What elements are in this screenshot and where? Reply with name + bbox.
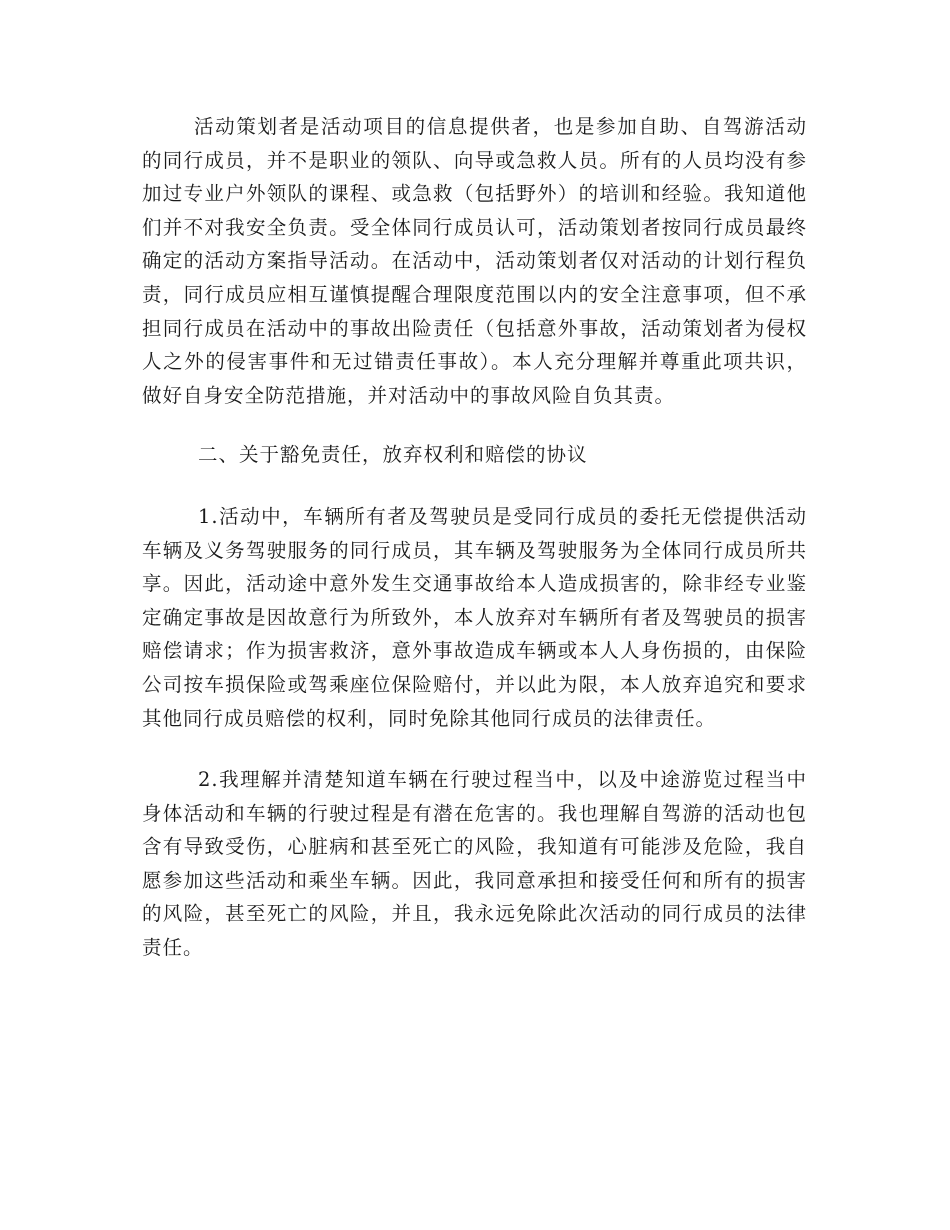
clause-1: 1.活动中，车辆所有者及驾驶员是受同行成员的委托无偿提供活动车辆及义务驾驶服务的同行成员，其车辆及驾驶服务为全体同行成员所共享。因此，活动途中意外发生交通事故给本人造成损害的，除非经专业鉴定确定事故是因故意行为所致外，本人放弃对车辆所有者及驾驶员的损害赔偿请求；作为损害救济，意外事故造成车辆或本人人身伤损的，由保险公司按车损保险或驾乘座位保险赔付，并以此为限，本人放弃追究和要求其他同行成员赔偿的权利，同时免除其他同行成员的法律责任。 — [142, 504, 807, 730]
paragraph-organizer-role: 活动策划者是活动项目的信息提供者，也是参加自助、自驾游活动的同行成员，并不是职业的领队、向导或急救人员。所有的人员均没有参加过专业户外领队的课程、或急救（包括野外）的培训和经验。我知道他们并不对我安全负责。受全体同行成员认可，活动策划者按同行成员最终确定的活动方案指导活动。在活动中，活动策划者仅对活动的计划行程负责，同行成员应相互谨慎提醒合理限度范围以内的安全注意事项，但不承担同行成员在活动中的事故出险责任（包括意外事故，活动策划者为侵权人之外的侵害事件和无过错责任事故）。本人充分理解并尊重此项共识，做好自身安全防范措施，并对活动中的事故风险自负其责。 — [142, 115, 807, 407]
document-body — [142, 110, 807, 965]
clause-2: 2.我理解并清楚知道车辆在行驶过程当中，以及中途游览过程当中身体活动和车辆的行驶过程是有潜在危害的。我也理解自驾游的活动也包含有导致受伤，心脏病和甚至死亡的风险，我知道有可能涉及危险，我自愿参加这些活动和乘坐车辆。因此，我同意承担和接受任何和所有的损害的风险，甚至死亡的风险，并且，我永远免除此次活动的同行成员的法律责任。 — [142, 768, 807, 960]
section-heading: 二、关于豁免责任，放弃权利和赔偿的协议 — [198, 443, 588, 467]
